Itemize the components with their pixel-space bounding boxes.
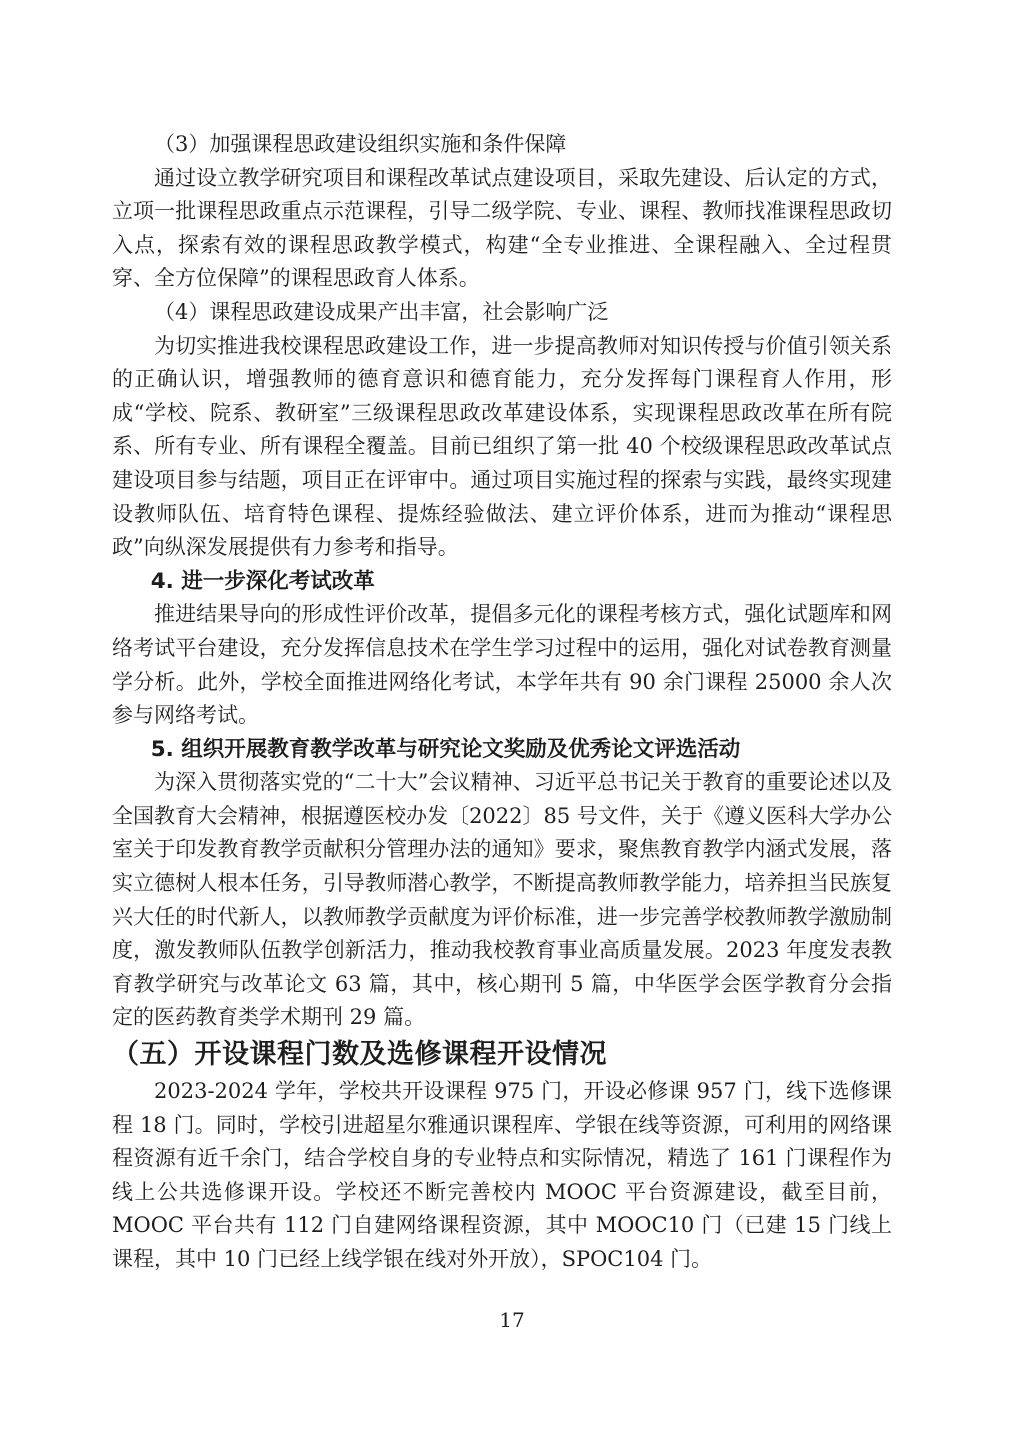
subheading-bold: 4. 进一步深化考试改革 [150,568,375,594]
subheading-bold: 5. 组织开展教育教学改革与研究论文奖励及优秀论文评选活动 [150,736,741,762]
paragraph: 通过设立教学研究项目和课程改革试点建设项目，采取先建设、后认定的方式，立项一批课程思政重点示范课程，引导二级学院、专业、课程、教师找准课程思政切入点，探索有效的课程思政教学模式，构建“全专业推进、全课程融入、全过程贯穿、全方位保障”的课程思政育人体系。 [112,165,892,291]
subheading-serif: （3）加强课程思政建设组织实施和条件保障 [154,132,567,156]
section-heading: （五）开设课程门数及选修课程开设情况 [112,1039,607,1071]
paragraph: 推进结果导向的形成性评价改革，提倡多元化的课程考核方式，强化试题库和网络考试平台建设，充分发挥信息技术在学生学习过程中的运用，强化对试卷教育测量学分析。此外，学校全面推进网络化考试，本学年共有 90 余门课程 25000 余人次参与网络考试。 [112,602,892,728]
subheading-serif: （4）课程思政建设成果产出丰富，社会影响广泛 [154,299,609,324]
paragraph: 为切实推进我校课程思政建设工作，进一步提高教师对知识传授与价值引领关系的正确认识，增强教师的德育意识和德育能力，充分发挥每门课程育人作用，形成“学校、院系、教研室”三级课程思政改革建设体系，实现课程思政改革在所有院系、所有专业、所有课程全覆盖。目前已组织了第一批 40 个校级课程思政改革试点建设项目参与结题，项目正在评审中。通过项目实施过程的探索与实践，最终实现建设教师队伍、培育特色课程、提炼经验做法、建立评价体系，进而为推动“课程思政”向纵深发展提供有力参考和指导。 [112,333,892,560]
paragraph: 2023-2024 学年，学校共开设课程 975 门，开设必修课 957 门，线下选修课程 18 门。同时，学校引进超星尔雅通识课程库、学银在线等资源，可利用的网络课程资源有近千余门，结合学校自身的专业特点和实际情况，精选了 161 门课程作为线上公共选修课开设。学校还不断完善校内 MOOC 平台资源建设，截至目前，MOOC 平台共有 112 门自建网络课程资源，其中 MOOC10 门（已建 15 门线上课程，其中 10 门已经上线学银在线对外开放），SPOC104 门。 [112,1079,892,1271]
paragraph: 为深入贯彻落实党的“二十大”会议精神、习近平总书记关于教育的重要论述以及全国教育大会精神，根据遵医校办发〔2022〕85 号文件，关于《遵义医科大学办公室关于印发教育教学贡献积分管理办法的通知》要求，聚焦教育教学内涵式发展，落实立德树人根本任务，引导教师潜心教学，不断提高教师教学能力，培养担当民族复兴大任的时代新人，以教师教学贡献度为评价标准，进一步完善学校教师教学激励制度，激发教师队伍教学创新活力，推动我校教育事业高质量发展。2023 年度发表教育教学研究与改革论文 63 篇，其中，核心期刊 5 篇，中华医学会医学教育分会指定的医药教育类学术期刊 29 篇。 [112,770,892,1030]
page-number: 17 [499,1308,525,1332]
document-body [112,128,892,1277]
